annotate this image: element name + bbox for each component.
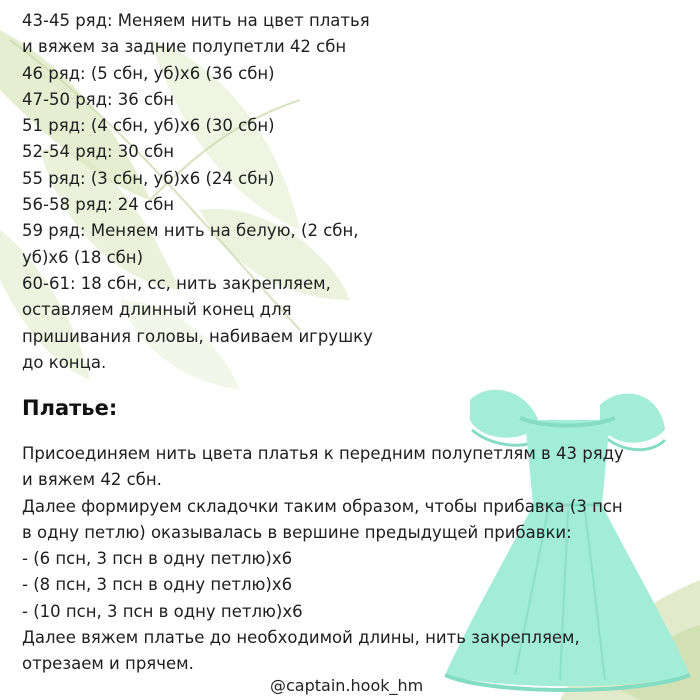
dress-instructions — [22, 441, 698, 678]
rows-instructions — [22, 8, 442, 376]
instruction-line: и вяжем 42 сбн. — [22, 470, 162, 490]
instruction-line: отрезаем и прячем. — [22, 654, 194, 674]
instruction-line: до конца. — [22, 352, 107, 372]
instruction-line: 51 ряд: (4 сбн, уб)х6 (30 сбн) — [22, 116, 275, 136]
instruction-line: и вяжем за задние полупетли 42 сбн — [22, 37, 347, 57]
instruction-line: в одну петлю) оказывалась в вершине предыдущей прибавки: — [22, 522, 572, 542]
instruction-line: 56-58 ряд: 24 сбн — [22, 195, 175, 215]
instruction-line: Далее вяжем платье до необходимой длины, нить закрепляем, — [22, 628, 580, 648]
instruction-line: 55 ряд: (3 сбн, уб)х6 (24 сбн) — [22, 168, 275, 188]
instruction-line: уб)х6 (18 сбн) — [22, 247, 144, 267]
instruction-line: Присоединяем нить цвета платья к передним полупетлям в 43 ряду — [22, 444, 624, 463]
instruction-line: Далее формируем складочки таким образом, чтобы прибавка (3 псн — [22, 496, 623, 516]
instruction-line: 47-50 ряд: 36 сбн — [22, 89, 175, 109]
instruction-line: оставляем длинный конец для — [22, 300, 292, 320]
instruction-line: - (10 псн, 3 псн в одну петлю)х6 — [22, 601, 303, 621]
instruction-line: 59 ряд: Меняем нить на белую, (2 сбн, — [22, 221, 359, 241]
author-credit: @captain.hook_hm — [270, 676, 424, 695]
instruction-line: - (8 псн, 3 псн в одну петлю)х6 — [22, 575, 293, 595]
instruction-line: - (6 псн, 3 псн в одну петлю)х6 — [22, 549, 293, 569]
instruction-line: пришивания головы, набиваем игрушку — [22, 326, 373, 346]
instruction-line: 43-45 ряд: Меняем нить на цвет платья — [22, 11, 370, 30]
dress-section-heading: Платье: — [22, 396, 118, 420]
instruction-line: 60-61: 18 сбн, сс, нить закрепляем, — [22, 273, 331, 293]
instruction-line: 52-54 ряд: 30 сбн — [22, 142, 175, 162]
instruction-line: 46 ряд: (5 сбн, уб)х6 (36 сбн) — [22, 63, 275, 83]
